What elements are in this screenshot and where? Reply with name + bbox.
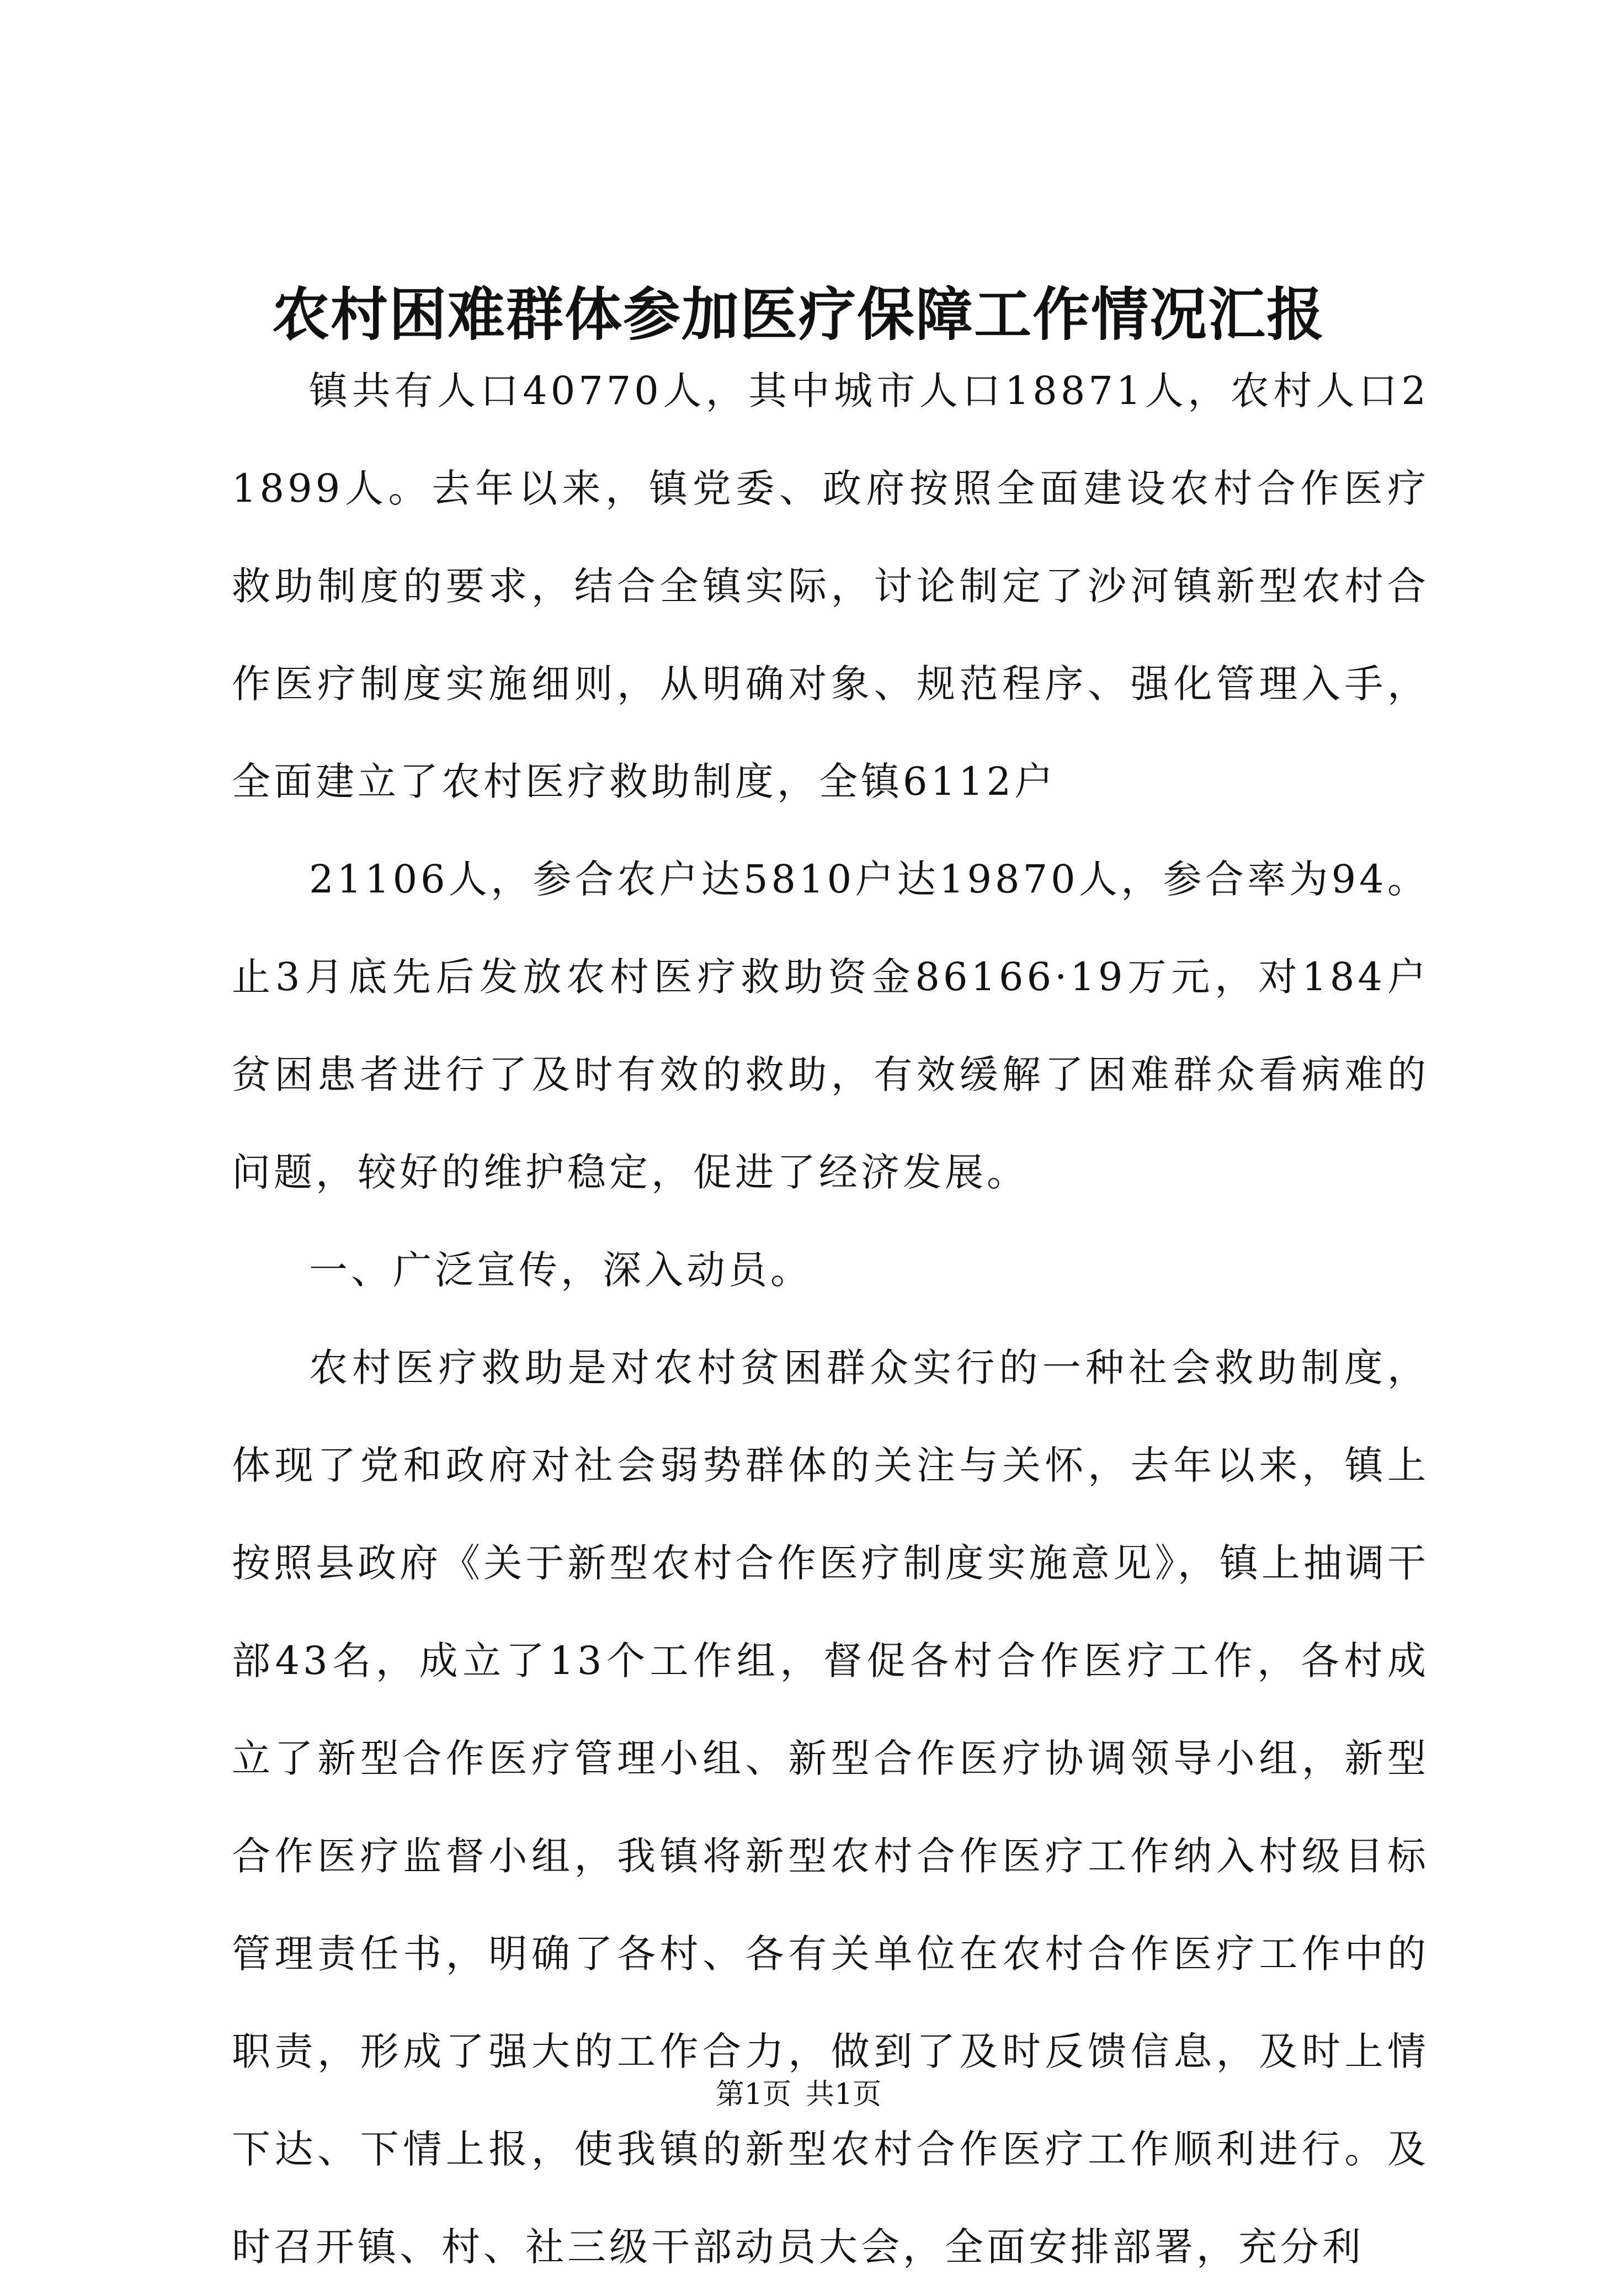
document-title: 农村困难群体参加医疗保障工作情况汇报 bbox=[272, 280, 1325, 348]
paragraph: 21106人，参合农户达5810户达19870人，参合率为94。止3月底先后发放农村医疗救助资金86166·19万元，对184户贫困患者进行了及时有效的救助，有效缓解了困难群众看病难的问题，较好的维护稳定，促进了经济发展。 bbox=[232, 857, 1429, 1195]
paragraph: 农村医疗救助是对农村贫困群众实行的一种社会救助制度，体现了党和政府对社会弱势群体的关注与关怀，去年以来，镇上按照县政府《关于新型农村合作医疗制度实施意见》，镇上抽调干部43名，成立了13个工作组，督促各村合作医疗工作，各村成立了新型合作医疗管理小组、新型合作医疗协调领导小组，新型合作医疗监督小组，我镇将新型农村合作医疗工作纳入村级目标管理责任书，明确了各村、各有关单位在农村合作医疗工作中的职责，形成了强大的工作合力，做到了及时反馈信息，及时上情下达、下情上报，使我镇的新型农村合作医疗工作顺利进行。及时召开镇、村、社三级干部动员大会，全面安排部署，充分利 bbox=[232, 1345, 1429, 2270]
page-footer bbox=[0, 2075, 1597, 2114]
paragraph: 镇共有人口40770人，其中城市人口18871人，农村人口21899人。去年以来，镇党委、政府按照全面建设农村合作医疗救助制度的要求，结合全镇实际，讨论制定了沙河镇新型农村合作医疗制度实施细则，从明确对象、规范程序、强化管理入手，全面建立了农村医疗救助制度，全镇6112户 bbox=[232, 368, 1429, 804]
section-heading: 一、广泛宣传，深入动员。 bbox=[309, 1247, 812, 1293]
page-number: 第1页 bbox=[715, 2078, 791, 2111]
total-pages: 共1页 bbox=[806, 2078, 882, 2111]
document-body bbox=[232, 342, 1429, 2296]
